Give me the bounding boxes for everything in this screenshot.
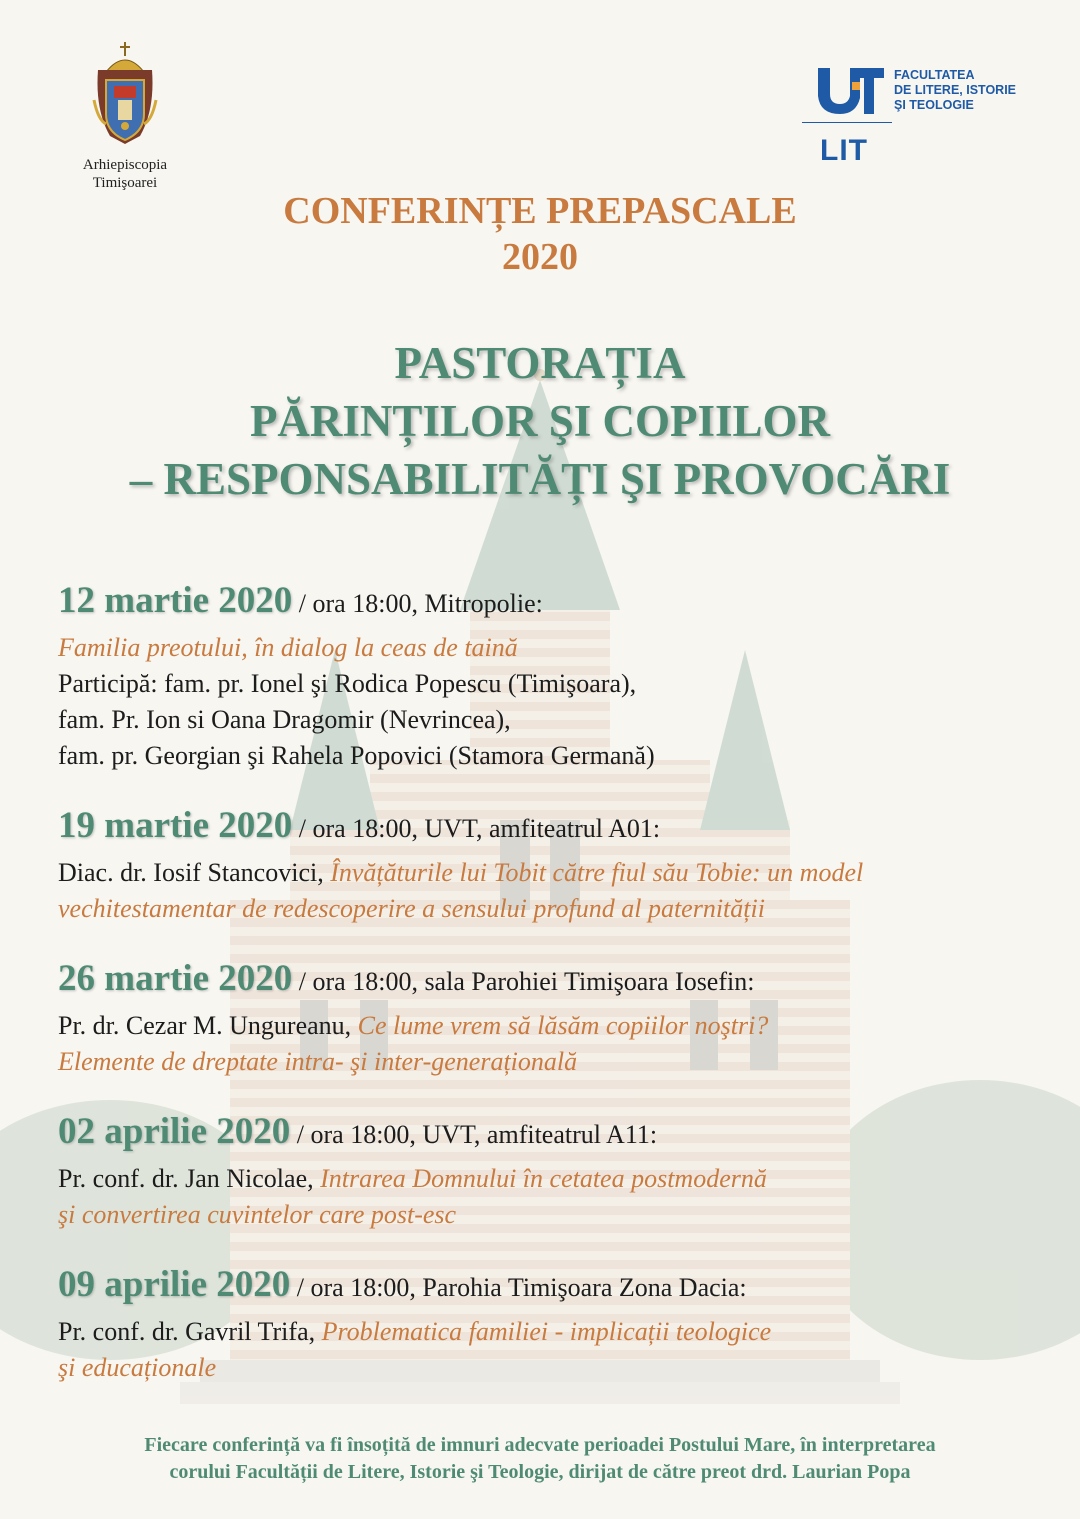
event-time-location: ora 18:00, UVT, amfiteatrul A01: <box>312 814 661 843</box>
event-speaker: Pr. dr. Cezar M. Ungureanu, <box>58 1011 358 1040</box>
event-speaker: Diac. dr. Iosif Stancovici, <box>58 858 331 887</box>
event-time-location: ora 18:00, Mitropolie: <box>312 589 543 618</box>
theme-title <box>0 334 1080 508</box>
event-title: Învățăturile lui Tobit către fiul său Tobie: un model <box>330 858 864 887</box>
event-body-line <box>58 1161 1058 1197</box>
event-body-line <box>58 891 1058 927</box>
event-title: vechitestamentar de redescoperire a sensului profund al paternității <box>58 894 765 923</box>
event-date: 19 martie 2020 <box>58 805 293 846</box>
event-time-location: ora 18:00, Parohia Timişoara Zona Dacia: <box>310 1273 747 1302</box>
event-title: Ce lume vrem să lăsăm copiilor noştri? <box>357 1011 769 1040</box>
event-item <box>58 578 1058 774</box>
theme-title-line: PASTORAȚIA <box>394 338 686 388</box>
event-title: şi educaționale <box>58 1353 217 1382</box>
archdiocese-logo <box>60 40 190 192</box>
event-body-line <box>58 855 1058 891</box>
faculty-name-line: ŞI TEOLOGIE <box>894 98 974 112</box>
footer-line: corului Facultății de Litere, Istorie şi Teologie, dirijat de către preot drd. Laurian Popa <box>169 1461 911 1483</box>
event-body-line <box>58 1314 1058 1350</box>
event-date: 09 aprilie 2020 <box>58 1264 291 1305</box>
event-separator: / <box>292 967 313 996</box>
event-body-line <box>58 630 1058 666</box>
event-header <box>58 956 1058 1008</box>
event-item <box>58 803 1058 927</box>
event-body-line <box>58 1008 1058 1044</box>
footer-note <box>0 1432 1080 1486</box>
event-body-line <box>58 1350 1058 1386</box>
event-header <box>58 1262 1058 1314</box>
event-item <box>58 1262 1058 1386</box>
archdiocese-crest-icon <box>92 40 158 150</box>
footer-line: Fiecare conferință va fi însoțită de imnuri adecvate perioadei Postului Mare, în interpretarea <box>144 1434 936 1456</box>
theme-title-line: – RESPONSABILITĂȚI ŞI PROVOCĂRI <box>129 454 951 504</box>
event-body-line <box>58 1044 1058 1080</box>
event-title: Intrarea Domnului în cetatea postmodernă <box>320 1164 767 1193</box>
faculty-acronym: LIT <box>820 134 868 167</box>
event-participants-line: fam. Pr. Ion si Oana Dragomir (Nevrincea), <box>58 705 511 734</box>
crest-caption-line: Arhiepiscopia <box>82 157 168 173</box>
logo-divider <box>802 122 892 123</box>
event-separator: / <box>292 814 313 843</box>
event-date: 02 aprilie 2020 <box>58 1111 291 1152</box>
event-title: Problematica familiei - implicații teologice <box>321 1317 772 1346</box>
event-speaker: Pr. conf. dr. Gavril Trifa, <box>58 1317 322 1346</box>
uvt-mark-icon <box>814 64 886 116</box>
event-separator: / <box>290 1120 311 1149</box>
crest-caption-line: Timişoarei <box>92 175 158 191</box>
event-speaker: Pr. conf. dr. Jan Nicolae, <box>58 1164 321 1193</box>
faculty-name-line: FACULTATEA <box>894 68 975 82</box>
event-date: 12 martie 2020 <box>58 580 293 621</box>
conference-title <box>0 188 1080 280</box>
conference-title-text: CONFERINȚE PREPASCALE <box>283 190 797 232</box>
faculty-logo <box>800 60 1040 170</box>
event-date: 26 martie 2020 <box>58 958 293 999</box>
event-header <box>58 1109 1058 1161</box>
event-time-location: ora 18:00, sala Parohiei Timişoara Iosefin: <box>312 967 755 996</box>
event-title: Elemente de dreptate intra- şi inter-generațională <box>58 1047 578 1076</box>
event-title: Familia preotului, în dialog la ceas de taină <box>58 633 518 662</box>
event-participants-line: Participă: fam. pr. Ionel şi Rodica Popescu (Timişoara), <box>58 669 637 698</box>
event-body-line <box>58 1197 1058 1233</box>
event-participants-line: fam. pr. Georgian şi Rahela Popovici (Stamora Germană) <box>58 741 655 770</box>
theme-title-line: PĂRINȚILOR ŞI COPIILOR <box>249 396 831 446</box>
event-separator: / <box>290 1273 311 1302</box>
event-item <box>58 1109 1058 1233</box>
event-header <box>58 803 1058 855</box>
event-separator: / <box>292 589 313 618</box>
event-header <box>58 578 1058 630</box>
conference-year: 2020 <box>502 236 578 278</box>
event-time-location: ora 18:00, UVT, amfiteatrul A11: <box>310 1120 658 1149</box>
event-title: şi convertirea cuvintelor care post-esc <box>58 1200 457 1229</box>
event-item <box>58 956 1058 1080</box>
faculty-name-line: DE LITERE, ISTORIE <box>894 83 1017 97</box>
events-list <box>58 578 1058 1415</box>
